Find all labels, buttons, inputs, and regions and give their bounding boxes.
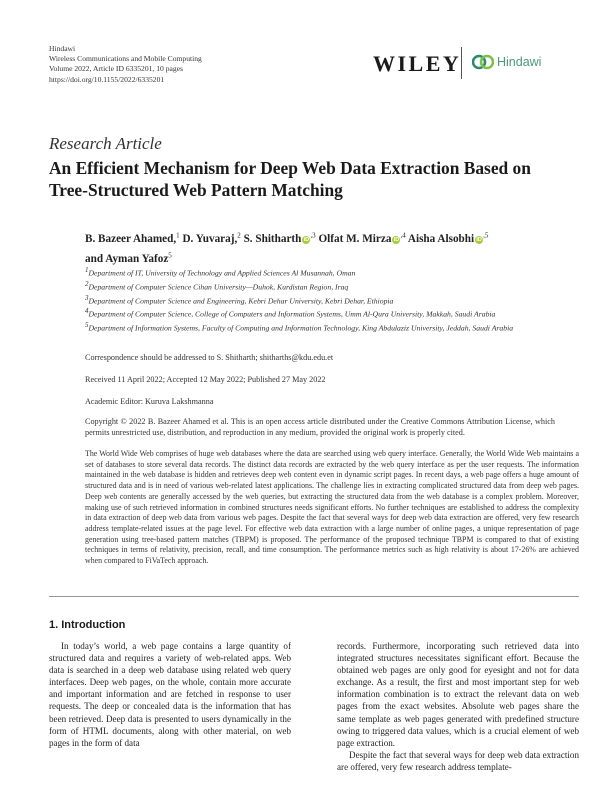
affiliation-item: $^2$Department of Computer Science Cihan University—Duhok, Kurdistan Region, Iraq bbox=[85, 279, 349, 292]
affiliation-item: $^3$Department of Computer Science and Engineering, Kebri Dehar University, Kebri Dehar, Ethiopia bbox=[85, 293, 394, 306]
author[interactable]: B. Bazeer Ahamed,$^1$ bbox=[85, 231, 180, 245]
author[interactable]: Olfat M. Mirza $iD^{,4}$ bbox=[318, 231, 406, 245]
author[interactable]: S. Shitharth $iD^{,3}$ bbox=[243, 231, 316, 245]
section-heading: 1. Introduction bbox=[49, 619, 126, 631]
article-type: Research Article bbox=[49, 134, 162, 153]
hindawi-logo-text: Hindawi bbox=[497, 55, 542, 69]
paragraph: records. Furthermore, incorporating such retrieved data into integrated structures necessitates significant effort. Because the obtained web pages are only good for eyesight and not for data exchange. As a result, the first and most important step for web information combination is to extract the relevant data on web pages from the exact websites. Absolute web pages share the same template as web pages generated with predefined structure owing to triggered data values, which is a crucial element of web page extraction. bbox=[337, 641, 579, 748]
journal-doi[interactable]: https://doi.org/10.1155/2022/6335201 bbox=[49, 74, 165, 84]
orcid-icon[interactable]: iD bbox=[476, 236, 482, 243]
paper-title: An Efficient Mechanism for Deep Web Data Extraction Based on Tree-Structured Web Pattern Matching bbox=[49, 158, 531, 200]
orcid-icon[interactable]: iD bbox=[303, 236, 310, 243]
journal-volume: Volume 2022, Article ID 6335201, 10 pages bbox=[49, 64, 183, 74]
wiley-logo: WILEY bbox=[373, 51, 462, 76]
academic-editor: Academic Editor: Kuruva Lakshmanna bbox=[85, 397, 214, 406]
publication-dates: Received 11 April 2022; Accepted 12 May 2022; Published 27 May 2022 bbox=[85, 375, 326, 384]
abstract: The World Wide Web comprises of huge web databases where the data are searched using web query interface. Generally, the World Wide Web maintains a set of databases to store several data records. The distinct data records are extracted by the web query interface as per the user requests. The information maintained in the web database is hidden and retrieves deep web content even in dynamic script pages. In recent days, a web page offers a huge amount of structured data and is in need of various web-related latest applications. The challenge lies in extracting complicated structured data from deep web pages. Deep web contents are generally accessed by the web queries, but extracting the structured data from the web database is a complex problem. Moreover, making use of such retrieved information in combined structures needs significant efforts. No further techniques are established to address the complexity in data extraction of deep web data from various web pages. Despite the fact that several ways for deep web data extraction are offered, very few research address template-related issues at the page level. For effective web data extraction with a large number of online pages, a unique representation of page generation using tree-based pattern matches (TBPM) is proposed. The performance of the proposed technique TBPM is compared to that of existing techniques in terms of relativity, precision, recall, and time consumption. The performance metrics such as high relativity is about 17-26% are achieved when compared to FiVaTech approach. bbox=[85, 449, 579, 566]
paragraph: Despite the fact that several ways for deep web data extraction are offered, very few research address template- bbox=[337, 749, 579, 772]
orcid-icon[interactable]: iD bbox=[393, 236, 400, 243]
affiliation-item: $^5$Department of Information Systems, Faculty of Computing and Information Technology, King Abdulaziz University, Jeddah, Saudi Arabia bbox=[85, 321, 514, 333]
author[interactable]: and Ayman Yafoz$^5$ bbox=[85, 251, 172, 266]
publisher-name: Hindawi bbox=[49, 44, 76, 53]
copyright-notice: Copyright © 2022 B. Bazeer Ahamed et al. This is an open access article distributed under the Creative Commons Attribution License, which permits unrestricted use, distribution, and reproduction in any medium, provided the original work is properly cited. bbox=[85, 417, 555, 437]
logo-divider bbox=[461, 47, 462, 79]
paragraph: In today’s world, a web page contains a large quantity of structured data and requires a variety of web-related apps. Web data is searched in a deep web database using related web query interfaces. Deep web pages, on the whole, contain more accurate and important information and are fetched in response to user requests. The deep or concealed data is the information that has been retrieved. Deep data is presented to users dynamically in the form of HTML documents, along with other material, on web pages in the form of data bbox=[49, 641, 291, 748]
section-divider bbox=[49, 596, 579, 597]
affiliations bbox=[85, 265, 535, 334]
correspondence: Correspondence should be addressed to S. Shitharth; shitharths@kdu.edu.et bbox=[85, 353, 334, 362]
author[interactable]: D. Yuvaraj,$^2$ bbox=[182, 231, 241, 245]
hindawi-logo-icon bbox=[472, 52, 494, 72]
author[interactable]: Aisha Alsobhi $iD^{,5}$ bbox=[407, 231, 489, 245]
intro-column-left bbox=[49, 640, 291, 790]
journal-name: Wireless Communications and Mobile Computing bbox=[49, 54, 202, 64]
affiliation-item: $^4$Department of Computer Science, College of Computers and Information Systems, Umm Al-Qura University, Makkah, Saudi Arabia bbox=[85, 307, 496, 319]
author-list bbox=[85, 227, 555, 268]
journal-info bbox=[49, 44, 202, 85]
affiliation-item: $^1$Department of IT, University of Technology and Applied Sciences Al Musannah, Oman bbox=[85, 266, 356, 278]
intro-column-right bbox=[337, 640, 579, 790]
